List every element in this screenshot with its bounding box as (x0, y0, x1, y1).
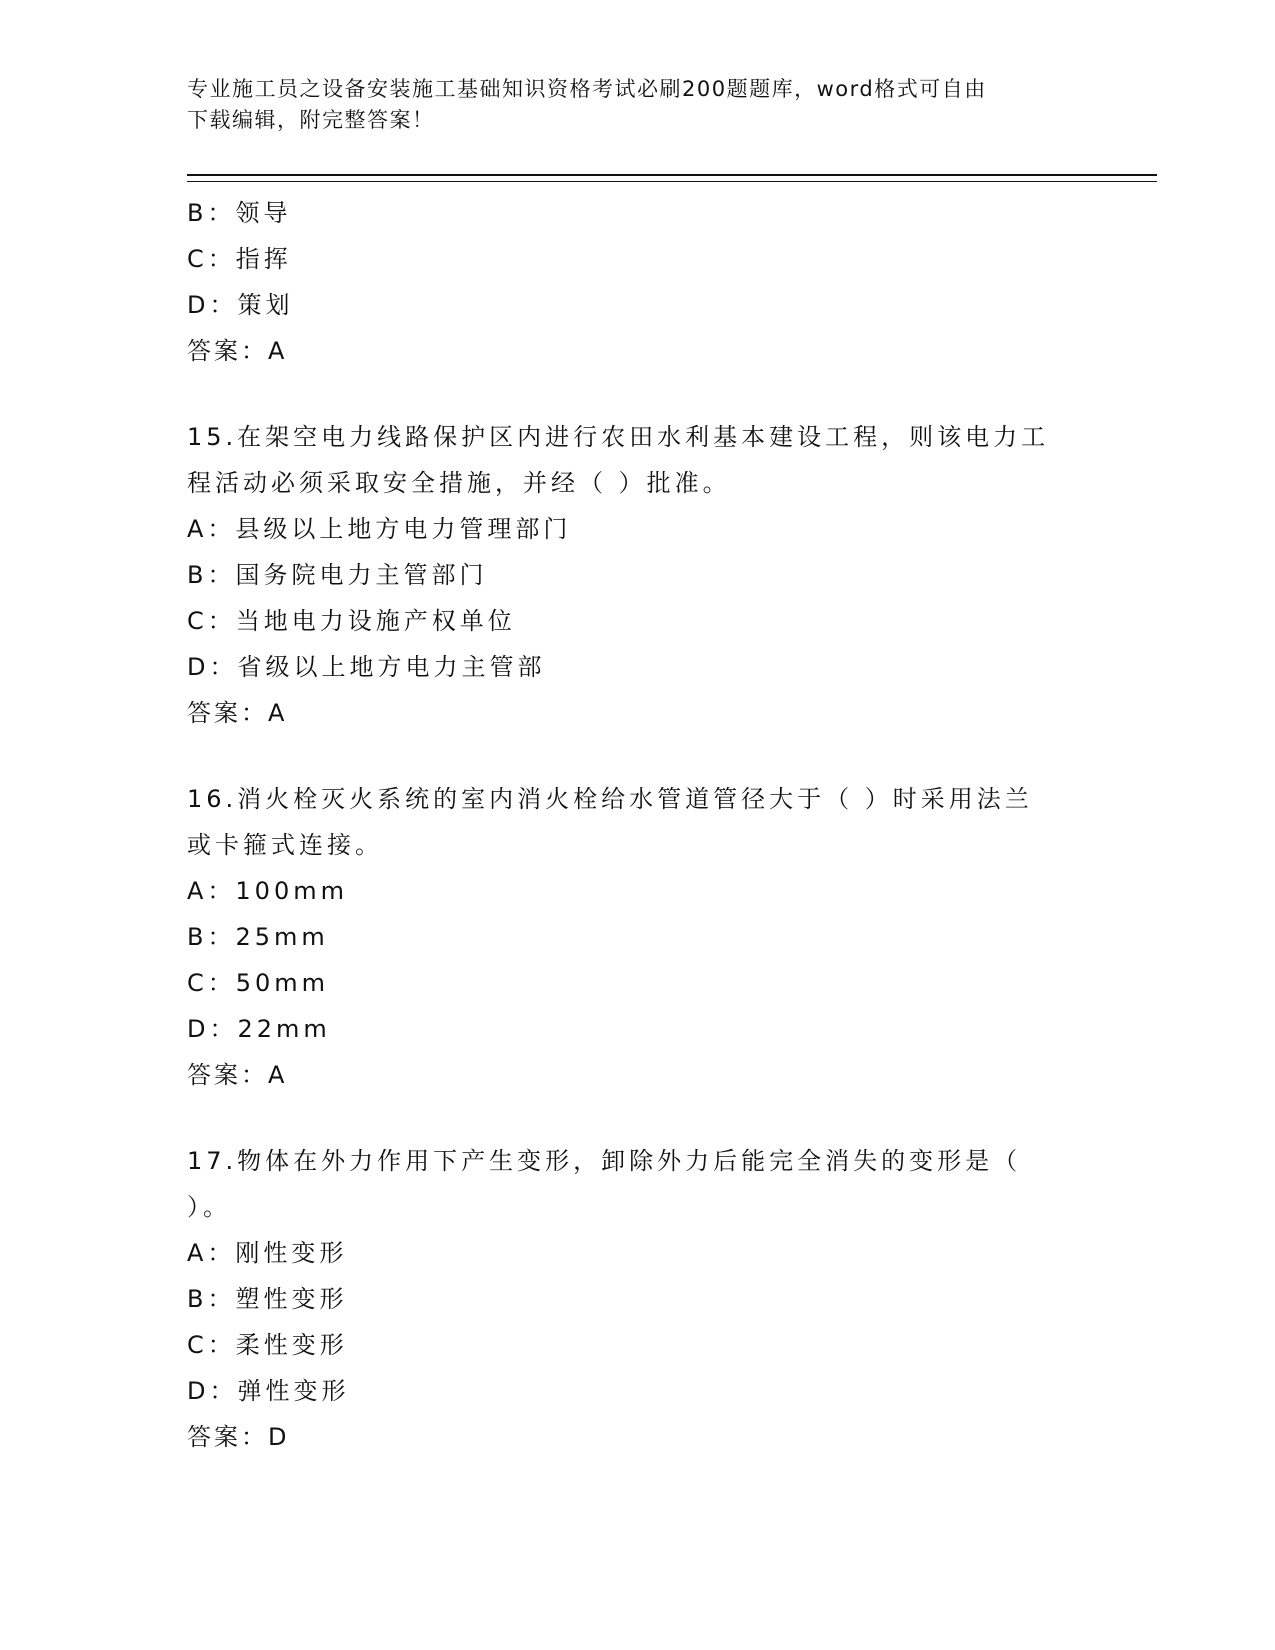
option-c: C：柔性变形 (187, 1331, 348, 1359)
header-line-1: 专业施工员之设备安装施工基础知识资格考试必刷200题题库，word格式可自由 (187, 77, 987, 101)
option-a: A：刚性变形 (187, 1239, 348, 1267)
question-stem-line-1: 17.物体在外力作用下产生变形，卸除外力后能完全消失的变形是（ (187, 1147, 1022, 1175)
spacer (187, 374, 1087, 414)
answer-line: 答案：A (187, 1061, 288, 1089)
question-stem-line-1: 15.在架空电力线路保护区内进行农田水利基本建设工程，则该电力工 (187, 423, 1050, 451)
option-b: B：25mm (187, 923, 329, 951)
option-d: D：策划 (187, 291, 294, 319)
option-b: B：塑性变形 (187, 1285, 348, 1313)
option-c: C：指挥 (187, 245, 292, 273)
option-a: A：县级以上地方电力管理部门 (187, 515, 572, 543)
question-block-17 (187, 1138, 1087, 1460)
header-rule-thin (187, 181, 1157, 182)
option-b: B：领导 (187, 199, 292, 227)
option-a: A：100mm (187, 877, 348, 905)
question-stem-line-1: 16.消火栓灭火系统的室内消火栓给水管道管径大于（ ）时采用法兰 (187, 785, 1033, 813)
header-rule-thick (187, 174, 1157, 176)
question-list (187, 190, 1087, 1460)
question-stem-line-2: 程活动必须采取安全措施，并经（ ）批准。 (187, 469, 731, 497)
question-block-15 (187, 414, 1087, 736)
question-stem-line-2: ）。 (187, 1193, 231, 1221)
option-d: D：22mm (187, 1015, 331, 1043)
question-block-16 (187, 776, 1087, 1098)
option-c: C：当地电力设施产权单位 (187, 607, 516, 635)
question-stem-line-2: 或卡箍式连接。 (187, 831, 383, 859)
option-b: B：国务院电力主管部门 (187, 561, 488, 589)
spacer (187, 1098, 1087, 1138)
question-block-prev (187, 190, 1087, 374)
answer-line: 答案：A (187, 337, 288, 365)
spacer (187, 736, 1087, 776)
option-d: D：省级以上地方电力主管部 (187, 653, 546, 681)
header-line-2: 下载编辑，附完整答案！ (187, 108, 435, 132)
answer-line: 答案：D (187, 1423, 290, 1451)
option-c: C：50mm (187, 969, 330, 997)
option-d: D：弹性变形 (187, 1377, 350, 1405)
answer-line: 答案：A (187, 699, 288, 727)
document-header (187, 74, 1087, 136)
